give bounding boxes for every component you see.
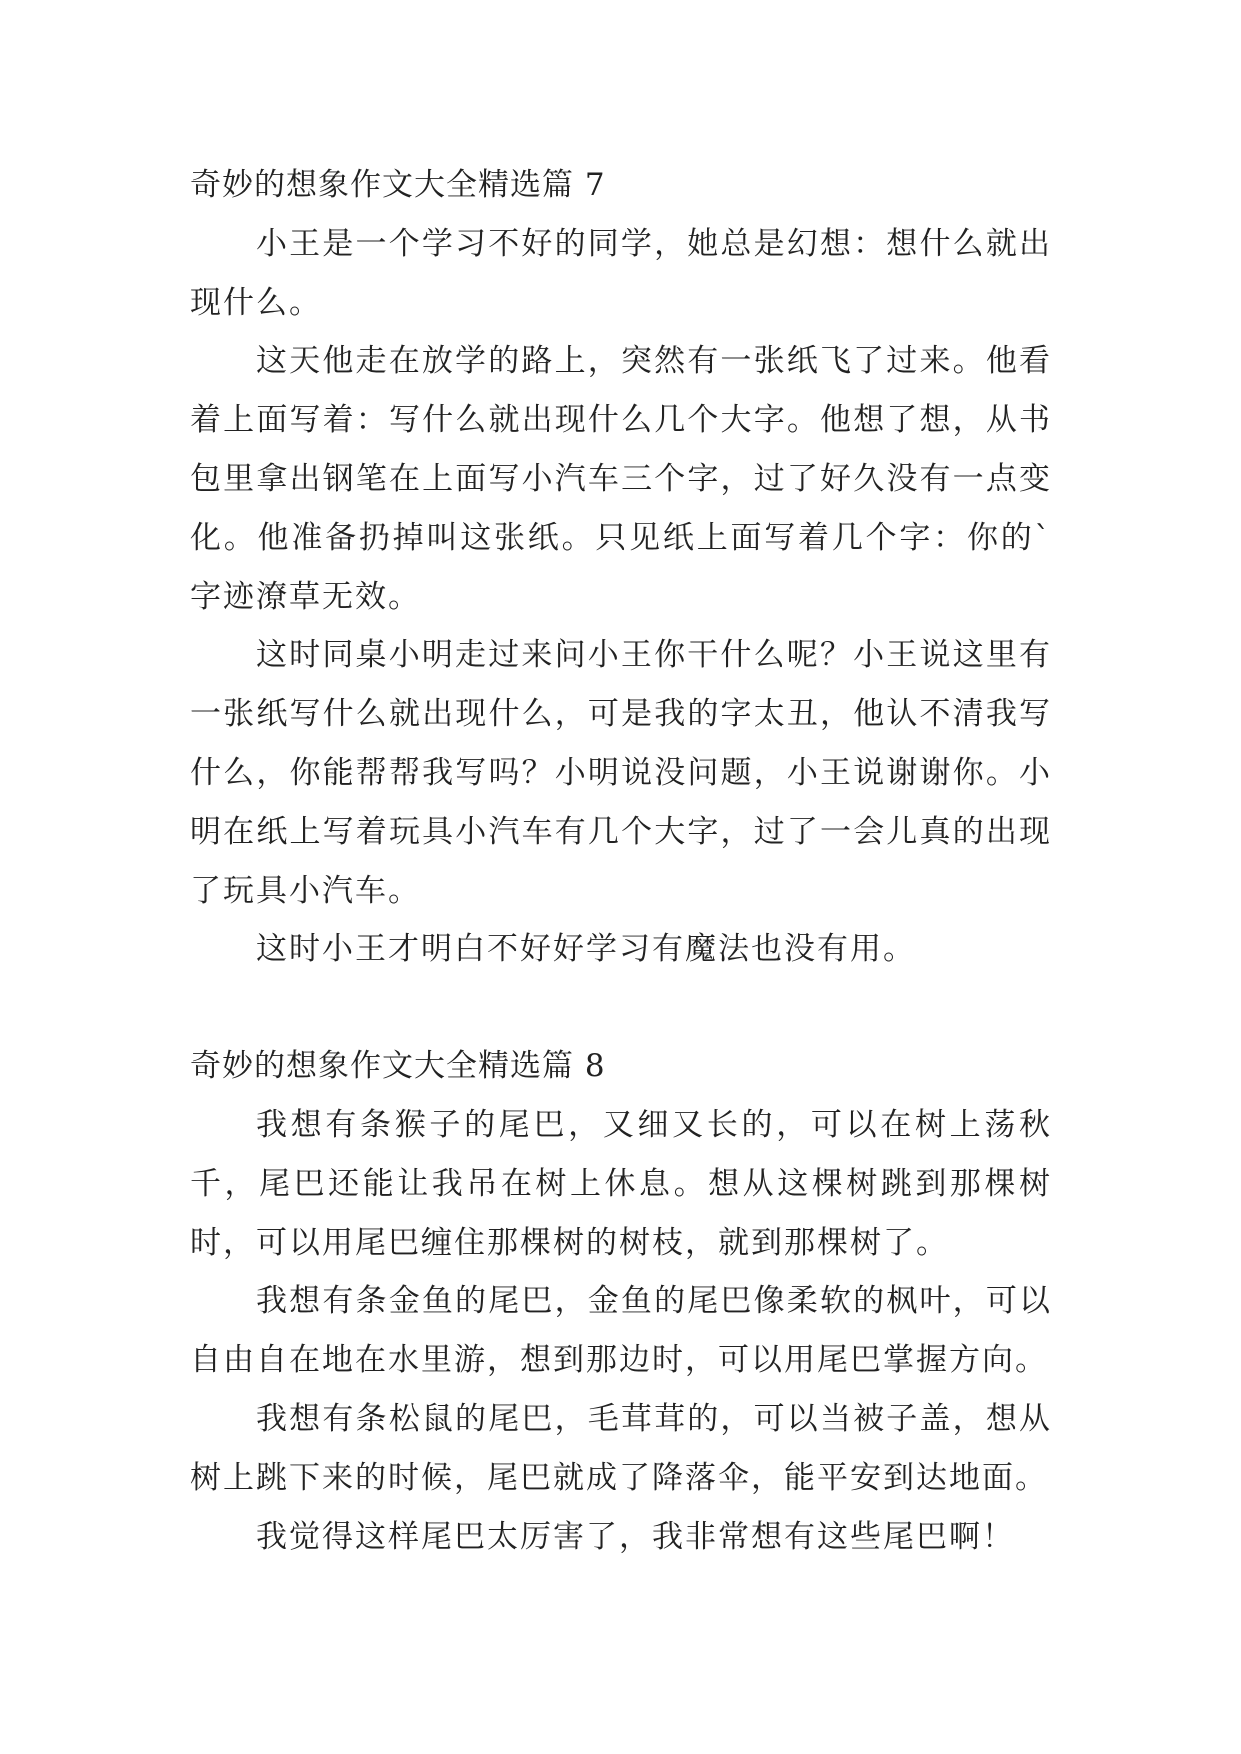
paragraph: 小王是一个学习不好的同学，她总是幻想：想什么就出现什么。 (190, 225, 1052, 321)
paragraph: 我觉得这样尾巴太厉害了，我非常想有这些尾巴啊！ (256, 1518, 1015, 1555)
paragraph: 我想有条猴子的尾巴，又细又长的，可以在树上荡秋千，尾巴还能让我吊在树上休息。想从这棵树跳到那棵树时，可以用尾巴缠住那棵树的树枝，就到那棵树了。 (190, 1106, 1052, 1261)
section-title: 奇妙的想象作文大全精选篇 7 (190, 167, 606, 203)
section-title: 奇妙的想象作文大全精选篇 8 (190, 1048, 606, 1085)
paragraph: 我想有条金鱼的尾巴，金鱼的尾巴像柔软的枫叶，可以自由自在地在水里游，想到那边时，可以用尾巴掌握方向。 (190, 1283, 1052, 1379)
paragraph: 这时小王才明白不好好学习有魔法也没有用。 (256, 931, 916, 968)
paragraph: 我想有条松鼠的尾巴，毛茸茸的，可以当被子盖，想从树上跳下来的时候，尾巴就成了降落伞，能平安到达地面。 (190, 1400, 1052, 1496)
essay-section-7 (190, 156, 1052, 979)
essay-section-8 (190, 1037, 1052, 1566)
paragraph: 这天他走在放学的路上，突然有一张纸飞了过来。他看着上面写着：写什么就出现什么几个大字。他想了想，从书包里拿出钢笔在上面写小汽车三个字，过了好久没有一点变化。他准备扔掉叫这张纸。只见纸上面写着几个字：你的`字迹潦草无效。 (190, 343, 1052, 615)
document-body (190, 156, 1052, 1566)
paragraph: 这时同桌小明走过来问小王你干什么呢？小王说这里有一张纸写什么就出现什么，可是我的字太丑，他认不清我写什么，你能帮帮我写吗？小明说没问题，小王说谢谢你。小明在纸上写着玩具小汽车有几个大字，过了一会儿真的出现了玩具小汽车。 (190, 637, 1052, 909)
